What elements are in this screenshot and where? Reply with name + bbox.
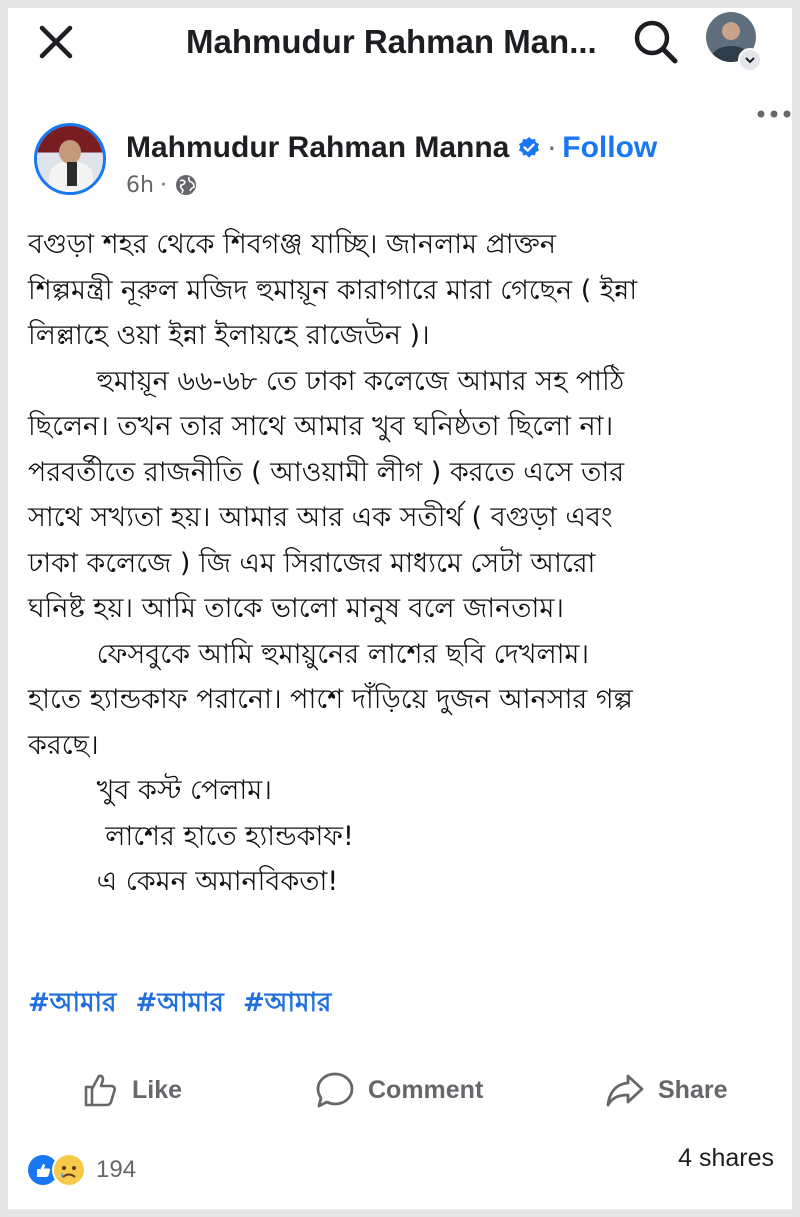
author-avatar[interactable] xyxy=(34,123,106,195)
post-line: লিল্লাহে ওয়া ইন্না ইলায়হে রাজেউন )। xyxy=(28,320,430,351)
post-line: ঢাকা কলেজে ) জি এম সিরাজের মাধ্যমে সেটা আরো xyxy=(28,547,596,579)
author-row xyxy=(126,126,657,170)
post-line: হুমায়ূন ৬৬-৬৮ তে ঢাকা কলেজে আমার সহ পাঠি xyxy=(28,365,625,397)
post-line: পরবর্তীতে রাজনীতি ( আওয়ামী লীগ ) করতে এসে তার xyxy=(28,456,625,488)
page-title: Mahmudur Rahman Man... xyxy=(186,23,597,60)
hashtags xyxy=(28,982,341,1026)
search-icon xyxy=(630,16,682,68)
globe-icon xyxy=(175,174,197,196)
post-line: বগুড়া শহর থেকে শিবগঞ্জ যাচ্ছি। জানলাম প্রাক্তন xyxy=(28,229,556,260)
post-text xyxy=(28,222,772,905)
author-name[interactable]: Mahmudur Rahman Manna xyxy=(126,131,510,164)
share-icon xyxy=(604,1070,646,1110)
comment-label: Comment xyxy=(368,1075,484,1104)
more-options-button[interactable] xyxy=(756,104,792,124)
reaction-count: 194 xyxy=(96,1156,137,1183)
top-bar xyxy=(8,8,792,76)
post-line: এ কেমন অমানবিকতা! xyxy=(28,866,339,897)
post-line: হাতে হ্যান্ডকাফ পরানো। পাশে দাঁড়িয়ে দুজন আনসার গল্প xyxy=(28,684,633,715)
post-timestamp[interactable]: 6h xyxy=(126,172,154,198)
post-screen xyxy=(8,8,792,1209)
post-line: করছে। xyxy=(28,729,99,761)
post-line: ঘনিষ্ট হয়। আমি তাকে ভালো মানুষ বলে জানতাম। xyxy=(28,593,564,624)
action-bar xyxy=(8,1060,792,1120)
comment-icon xyxy=(314,1070,356,1110)
like-label: Like xyxy=(132,1075,183,1104)
separator: · xyxy=(547,131,557,165)
reactions-summary[interactable] xyxy=(26,1150,136,1190)
sad-reaction-icon xyxy=(52,1153,86,1187)
post-meta xyxy=(126,170,197,200)
close-icon xyxy=(34,20,78,64)
verified-badge-icon xyxy=(517,136,541,160)
post-line: সাথে সখ্যতা হয়। আমার আর এক সতীর্থ ( বগুড়া এবং xyxy=(28,502,613,533)
post-line: লাশের হাতে হ্যান্ডকাফ! xyxy=(28,820,354,852)
post-line: শিল্পমন্ত্রী নূরুল মজিদ হুমায়ূন কারাগারে মারা গেছেন ( ইন্না xyxy=(28,274,638,306)
follow-button[interactable]: Follow xyxy=(562,131,658,164)
post-line: ছিলেন। তখন তার সাথে আমার খুব ঘনিষ্ঠতা ছিলো না। xyxy=(28,411,614,442)
meta-separator: · xyxy=(159,172,167,198)
share-button[interactable] xyxy=(604,1060,727,1120)
ellipsis-icon xyxy=(756,104,792,124)
hashtag-link[interactable]: #আমার xyxy=(28,988,117,1018)
comment-button[interactable] xyxy=(314,1060,483,1120)
search-button[interactable] xyxy=(630,16,682,68)
shares-count[interactable]: 4 shares xyxy=(678,1144,774,1172)
chevron-down-icon[interactable] xyxy=(738,48,762,72)
share-label: Share xyxy=(658,1075,728,1104)
like-button[interactable] xyxy=(80,1060,182,1120)
hashtag-link[interactable]: #আমার xyxy=(135,988,224,1018)
thumbs-up-icon xyxy=(80,1070,120,1110)
post-line: খুব কস্ট পেলাম। xyxy=(28,775,272,806)
hashtag-link[interactable]: #আমার xyxy=(242,988,332,1018)
close-button[interactable] xyxy=(34,20,78,64)
post-line: ফেসবুকে আমি হুমায়ুনের লাশের ছবি দেখলাম। xyxy=(28,638,590,670)
